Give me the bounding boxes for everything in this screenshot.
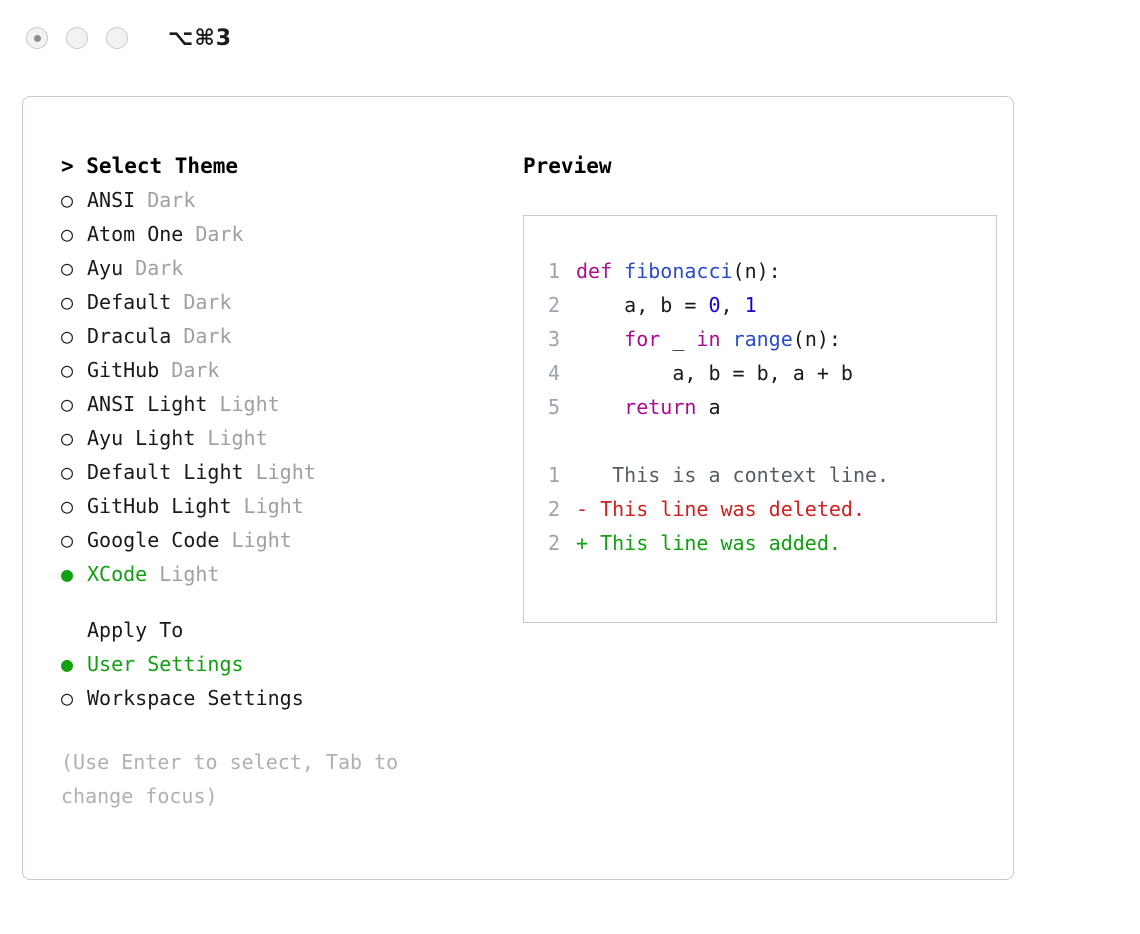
theme-option-label: ANSI bbox=[87, 188, 136, 212]
code-token: a bbox=[696, 395, 721, 419]
theme-option-label: ANSI Light bbox=[87, 392, 208, 416]
code-token: 1 bbox=[744, 293, 757, 317]
theme-option-label: Ayu Light bbox=[87, 426, 196, 450]
code-token: a, b = b, a + b bbox=[576, 361, 853, 385]
keyboard-hint-text: (Use Enter to select, Tab to change focus) bbox=[61, 750, 411, 808]
diff-line-add bbox=[548, 526, 970, 560]
theme-option-label: Google Code bbox=[87, 528, 220, 552]
radio-unselected-icon: ○ bbox=[61, 460, 74, 484]
diff-sign bbox=[576, 463, 588, 487]
theme-list-column bbox=[61, 149, 501, 813]
radio-unselected-icon: ○ bbox=[61, 358, 74, 382]
radio-unselected-icon: ○ bbox=[61, 290, 74, 314]
line-number: 5 bbox=[548, 395, 561, 419]
line-number: 1 bbox=[548, 463, 561, 487]
spacer bbox=[232, 494, 244, 518]
spacer bbox=[147, 562, 159, 586]
theme-option-variant: Light bbox=[207, 426, 268, 450]
code-line bbox=[548, 390, 970, 424]
theme-option-label: Default Light bbox=[87, 460, 244, 484]
code-token: (n): bbox=[732, 259, 781, 283]
code-token: _ bbox=[660, 327, 697, 351]
window-minimize-button[interactable] bbox=[66, 27, 88, 49]
line-number: 2 bbox=[548, 531, 561, 555]
code-token: return bbox=[624, 395, 697, 419]
theme-option-github-light[interactable] bbox=[61, 489, 501, 523]
code-sample bbox=[548, 254, 970, 424]
radio-unselected-icon: ○ bbox=[61, 188, 74, 212]
spacer bbox=[219, 528, 231, 552]
code-token: def bbox=[576, 259, 625, 283]
code-token: in bbox=[696, 327, 721, 351]
preview-column bbox=[523, 149, 993, 623]
diff-text: This is a context line. bbox=[588, 463, 890, 487]
theme-option-variant: Dark bbox=[183, 324, 232, 348]
theme-option-variant: Dark bbox=[135, 256, 184, 280]
diff-sample bbox=[548, 458, 970, 560]
radio-unselected-icon: ○ bbox=[61, 256, 74, 280]
preview-heading: Preview bbox=[523, 154, 612, 178]
window-close-button[interactable] bbox=[26, 27, 48, 49]
theme-option-label: Dracula bbox=[87, 324, 172, 348]
theme-option-github[interactable] bbox=[61, 353, 501, 387]
theme-option-ansi[interactable] bbox=[61, 183, 501, 217]
code-token: for bbox=[624, 327, 661, 351]
spacer bbox=[159, 358, 171, 382]
diff-text: This line was deleted. bbox=[588, 497, 865, 521]
code-line bbox=[548, 322, 970, 356]
radio-selected-icon: ● bbox=[61, 562, 74, 586]
theme-option-variant: Dark bbox=[171, 358, 220, 382]
theme-option-variant: Dark bbox=[147, 188, 196, 212]
theme-selector-panel bbox=[22, 96, 1014, 880]
theme-option-xcode[interactable] bbox=[61, 557, 501, 591]
spacer bbox=[183, 222, 195, 246]
apply-to-option-label: User Settings bbox=[87, 652, 244, 676]
code-blank-line bbox=[548, 424, 970, 458]
theme-option-dracula[interactable] bbox=[61, 319, 501, 353]
theme-option-label: Ayu bbox=[87, 256, 124, 280]
radio-unselected-icon: ○ bbox=[61, 494, 74, 518]
theme-option-label: XCode bbox=[87, 562, 148, 586]
diff-sign: - bbox=[576, 497, 589, 521]
theme-option-variant: Light bbox=[219, 392, 280, 416]
code-token: , bbox=[720, 293, 745, 317]
code-token: 0 bbox=[708, 293, 721, 317]
preview-box bbox=[523, 215, 997, 623]
diff-text: This line was added. bbox=[588, 531, 841, 555]
theme-option-variant: Light bbox=[159, 562, 220, 586]
spacer bbox=[61, 715, 501, 745]
line-number: 3 bbox=[548, 327, 561, 351]
line-number: 2 bbox=[548, 293, 561, 317]
code-token bbox=[576, 395, 624, 419]
spacer bbox=[171, 290, 183, 314]
window-dot-inner bbox=[34, 35, 41, 42]
theme-option-variant: Light bbox=[231, 528, 292, 552]
theme-option-variant: Light bbox=[255, 460, 316, 484]
theme-option-atom-one[interactable] bbox=[61, 217, 501, 251]
radio-selected-icon: ● bbox=[61, 652, 74, 676]
theme-option-ayu-light[interactable] bbox=[61, 421, 501, 455]
theme-option-ayu[interactable] bbox=[61, 251, 501, 285]
title-bar bbox=[0, 0, 1140, 76]
theme-option-label: Default bbox=[87, 290, 172, 314]
diff-line-del bbox=[548, 492, 970, 526]
spacer bbox=[244, 460, 256, 484]
diff-sign: + bbox=[576, 531, 589, 555]
apply-to-label: Apply To bbox=[87, 618, 184, 642]
apply-to-option-user-settings[interactable] bbox=[61, 647, 501, 681]
window-zoom-button[interactable] bbox=[106, 27, 128, 49]
radio-unselected-icon: ○ bbox=[61, 528, 74, 552]
spacer bbox=[171, 324, 183, 348]
code-token bbox=[576, 327, 624, 351]
code-token: (n): bbox=[792, 327, 841, 351]
theme-option-list bbox=[61, 183, 501, 591]
code-token bbox=[721, 327, 733, 351]
line-number: 4 bbox=[548, 361, 561, 385]
theme-option-variant: Dark bbox=[183, 290, 232, 314]
code-line bbox=[548, 356, 970, 390]
radio-unselected-icon: ○ bbox=[61, 392, 74, 416]
spacer bbox=[207, 392, 219, 416]
line-number: 1 bbox=[548, 259, 561, 283]
radio-unselected-icon: ○ bbox=[61, 222, 74, 246]
apply-to-option-list bbox=[61, 647, 501, 715]
theme-option-label: GitHub bbox=[87, 358, 160, 382]
theme-option-variant: Light bbox=[243, 494, 304, 518]
theme-option-default[interactable] bbox=[61, 285, 501, 319]
apply-to-option-label: Workspace Settings bbox=[87, 686, 304, 710]
spacer bbox=[195, 426, 207, 450]
theme-option-ansi-light[interactable] bbox=[61, 387, 501, 421]
radio-unselected-icon: ○ bbox=[61, 426, 74, 450]
radio-unselected-icon: ○ bbox=[61, 686, 74, 710]
line-number: 2 bbox=[548, 497, 561, 521]
select-theme-heading: > Select Theme bbox=[61, 154, 239, 178]
theme-option-label: GitHub Light bbox=[87, 494, 232, 518]
theme-option-default-light[interactable] bbox=[61, 455, 501, 489]
diff-line-ctx bbox=[548, 458, 970, 492]
apply-to-option-workspace-settings[interactable] bbox=[61, 681, 501, 715]
spacer bbox=[123, 256, 135, 280]
theme-option-label: Atom One bbox=[87, 222, 184, 246]
theme-option-variant: Dark bbox=[195, 222, 244, 246]
code-token: range bbox=[732, 327, 793, 351]
theme-option-google-code[interactable] bbox=[61, 523, 501, 557]
code-line bbox=[548, 254, 970, 288]
radio-unselected-icon: ○ bbox=[61, 324, 74, 348]
keyboard-shortcut-label: ⌥⌘3 bbox=[168, 25, 233, 51]
code-line bbox=[548, 288, 970, 322]
code-token: fibonacci bbox=[624, 259, 733, 283]
code-token: a, b = bbox=[576, 293, 709, 317]
spacer bbox=[135, 188, 147, 212]
spacer bbox=[61, 591, 501, 613]
